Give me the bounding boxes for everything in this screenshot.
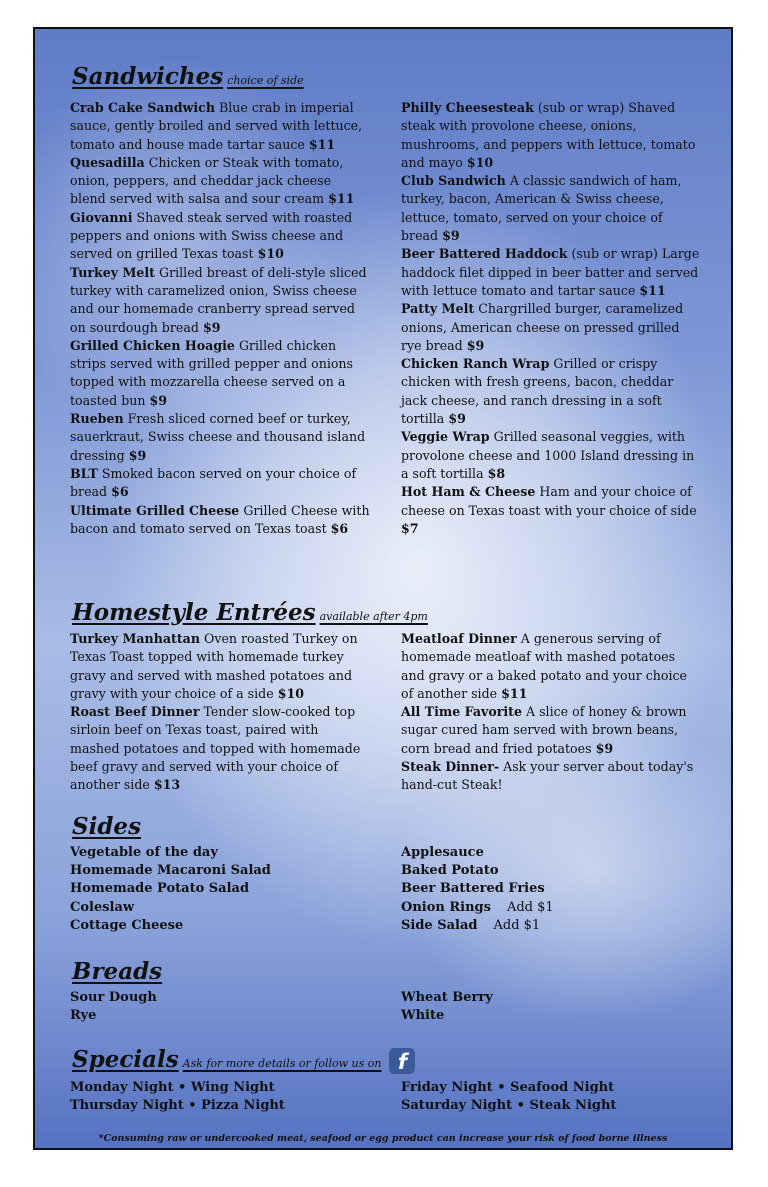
menu-item [70, 703, 370, 794]
menu-item [70, 264, 370, 337]
item-name: Patty Melt [401, 301, 475, 317]
item-description: Fresh sliced corned beef or turkey, sauerkraut, Swiss cheese and thousand island dressing [70, 411, 366, 463]
side-name: Applesauce [401, 845, 484, 860]
item-price: $6 [330, 520, 349, 536]
item-name: Rueben [70, 411, 124, 427]
breads-right-column [401, 989, 701, 1025]
menu-item [401, 703, 701, 758]
item-price: $8 [487, 465, 506, 481]
side-name: Onion Rings [401, 899, 491, 915]
menu-item [401, 758, 701, 795]
item-description: Chicken or Steak with tomato, onion, peppers, and cheddar jack cheese blend served with salsa and sour cream [70, 154, 344, 207]
entrees-note: available after 4pm [319, 610, 428, 623]
sides-title [72, 813, 141, 840]
menu-item [70, 630, 370, 703]
breads-left-column [70, 989, 370, 1025]
item-description: Chargrilled burger, caramelized onions, American cheese on pressed grilled rye bread [401, 301, 684, 353]
item-name: Philly Cheesesteak [401, 100, 534, 115]
item-name: Quesadilla [70, 154, 145, 170]
item-description: A generous serving of homemade meatloaf with mashed potatoes and gravy or a baked potato and your choice of another side [401, 631, 687, 701]
item-name: Ultimate Grilled Cheese [70, 502, 240, 518]
menu-item [401, 483, 701, 538]
special-item: Monday Night • Wing Night [70, 1080, 275, 1095]
menu-item [70, 209, 370, 264]
item-name: Beer Battered Haddock [401, 246, 568, 262]
side-addon-price: Add $1 [493, 917, 541, 933]
item-name: Grilled Chicken Hoagie [70, 337, 235, 353]
sandwiches-title [72, 63, 304, 90]
item-price: $7 [401, 520, 419, 536]
bread-item: Rye [70, 1008, 97, 1024]
bread-item: Wheat Berry [401, 990, 493, 1005]
item-name: BLT [70, 465, 98, 481]
item-description: Grilled seasonal veggies, with provolone cheese and 1000 Island dressing in a soft tortilla [401, 429, 695, 481]
side-item [401, 862, 701, 880]
item-price: $10 [466, 154, 494, 170]
item-name: Club Sandwich [401, 173, 506, 189]
special-item: Saturday Night • Steak Night [401, 1098, 617, 1114]
item-name: Steak Dinner- [401, 759, 500, 775]
item-name: Turkey Manhattan [70, 631, 200, 646]
sandwiches-note: choice of side [227, 74, 304, 87]
item-price: $11 [639, 282, 666, 298]
item-description: A classic sandwich of ham, turkey, bacon, American & Swiss cheese, lettuce, tomato, served on your choice of bread [401, 173, 682, 244]
specials-right-column [401, 1079, 721, 1115]
item-description: Grilled Cheese with bacon and tomato served on Texas toast [70, 502, 370, 536]
item-price: $9 [448, 411, 466, 427]
item-name: Crab Cake Sandwich [70, 100, 215, 115]
item-description: (sub or wrap) Large haddock filet dipped in beer batter and served with lettuce tomato and tartar sauce [401, 246, 700, 298]
item-price: $9 [466, 337, 485, 353]
item-description: Ask your server about today's hand-cut Steak! [401, 759, 694, 793]
sandwiches-right-column [401, 99, 701, 538]
specials-note: Ask for more details or follow us on [182, 1057, 382, 1070]
item-description: Grilled chicken strips served with grilled pepper and onions topped with mozzarella cheese served on a toasted bun [70, 337, 354, 408]
menu-item [401, 428, 701, 483]
menu-item [70, 410, 370, 465]
sides-right-column [401, 844, 701, 935]
menu-item [401, 355, 701, 428]
side-item: Coleslaw [70, 899, 135, 915]
item-name: Veggie Wrap [401, 429, 490, 445]
side-item [401, 844, 701, 862]
item-price: $9 [128, 447, 147, 463]
item-description: Grilled or crispy chicken with fresh greens, bacon, cheddar jack cheese, and ranch dressing in a soft tortilla [401, 356, 674, 427]
item-description: Blue crab in imperial sauce, gently broiled and served with lettuce, tomato and house made tartar sauce [70, 100, 363, 152]
item-name: Hot Ham & Cheese [401, 484, 536, 500]
entrees-right-column [401, 630, 701, 795]
item-name: Turkey Melt [70, 264, 156, 280]
item-name: Chicken Ranch Wrap [401, 356, 550, 372]
bread-item: White [401, 1008, 445, 1024]
side-name: Beer Battered Fries [401, 881, 545, 897]
item-description: A slice of honey & brown sugar cured ham served with brown beans, corn bread and fried potatoes [401, 704, 687, 756]
item-price: $10 [257, 246, 284, 262]
menu-item [70, 337, 370, 410]
menu-item [401, 172, 701, 245]
item-price: $9 [149, 392, 168, 408]
facebook-icon[interactable]: f [389, 1048, 415, 1074]
item-price: $13 [153, 777, 181, 793]
side-item: Vegetable of the day [70, 845, 218, 860]
menu-item [401, 300, 701, 355]
item-description: Shaved steak served with roasted peppers and onions with Swiss cheese and served on grilled Texas toast [70, 209, 353, 262]
menu-page [33, 27, 733, 1150]
item-description: Tender slow-cooked top sirloin beef on Texas toast, paired with mashed potatoes and topped with homemade beef gravy and served with your choice of another side [70, 704, 361, 793]
side-name: Baked Potato [401, 863, 499, 879]
side-name: Side Salad [401, 917, 478, 933]
item-description: Smoked bacon served on your choice of bread [70, 465, 357, 500]
special-item: Friday Night • Seafood Night [401, 1080, 615, 1095]
specials-title [72, 1046, 415, 1074]
menu-item [70, 99, 370, 154]
item-name: Meatloaf Dinner [401, 631, 517, 646]
breads-heading: Breads [72, 958, 163, 985]
item-description: Oven roasted Turkey on Texas Toast topped with homemade turkey gravy and served with mashed potatoes and gravy with your choice of a side [70, 631, 358, 701]
side-item: Homemade Potato Salad [70, 881, 250, 897]
sandwiches-left-column [70, 99, 370, 538]
side-item: Homemade Macaroni Salad [70, 863, 271, 879]
entrees-left-column [70, 630, 370, 795]
menu-item [70, 154, 370, 209]
item-price: $9 [202, 319, 221, 335]
item-price: $9 [595, 740, 614, 756]
item-price: $6 [111, 484, 129, 500]
bread-item: Sour Dough [70, 990, 157, 1005]
side-item [401, 880, 701, 898]
side-item [401, 899, 701, 917]
specials-left-column [70, 1079, 390, 1115]
menu-item [401, 630, 701, 703]
menu-item [70, 465, 370, 502]
item-description: Ham and your choice of cheese on Texas toast with your choice of side [401, 484, 697, 518]
item-price: $11 [328, 191, 355, 207]
entrees-heading: Homestyle Entrées [72, 599, 316, 626]
item-price: $11 [308, 136, 336, 152]
sandwiches-heading: Sandwiches [72, 63, 224, 90]
menu-item [401, 99, 701, 172]
breads-title [72, 958, 162, 985]
item-name: All Time Favorite [401, 704, 522, 720]
item-price: $9 [442, 228, 460, 244]
item-description: Grilled breast of deli-style sliced turkey with caramelized onion, Swiss cheese and our homemade cranberry spread served on sourdough bread [70, 264, 367, 335]
item-description: (sub or wrap) Shaved steak with provolone cheese, onions, mushrooms, and peppers with lettuce, tomato and mayo [401, 100, 696, 170]
sides-heading: Sides [72, 813, 142, 840]
special-item: Thursday Night • Pizza Night [70, 1098, 285, 1114]
entrees-title [72, 599, 428, 626]
menu-item [401, 245, 701, 300]
item-name: Giovanni [70, 209, 133, 225]
sides-left-column [70, 844, 370, 935]
side-item: Cottage Cheese [70, 917, 184, 933]
item-price: $11 [501, 685, 528, 701]
specials-heading: Specials [72, 1046, 179, 1073]
item-price: $10 [277, 685, 304, 701]
food-safety-footnote: *Consuming raw or undercooked meat, seafood or egg product can increase your risk of food borne illness [98, 1133, 668, 1144]
menu-item [70, 502, 370, 539]
side-item [401, 917, 701, 935]
side-addon-price: Add $1 [506, 899, 554, 915]
item-name: Roast Beef Dinner [70, 704, 200, 720]
